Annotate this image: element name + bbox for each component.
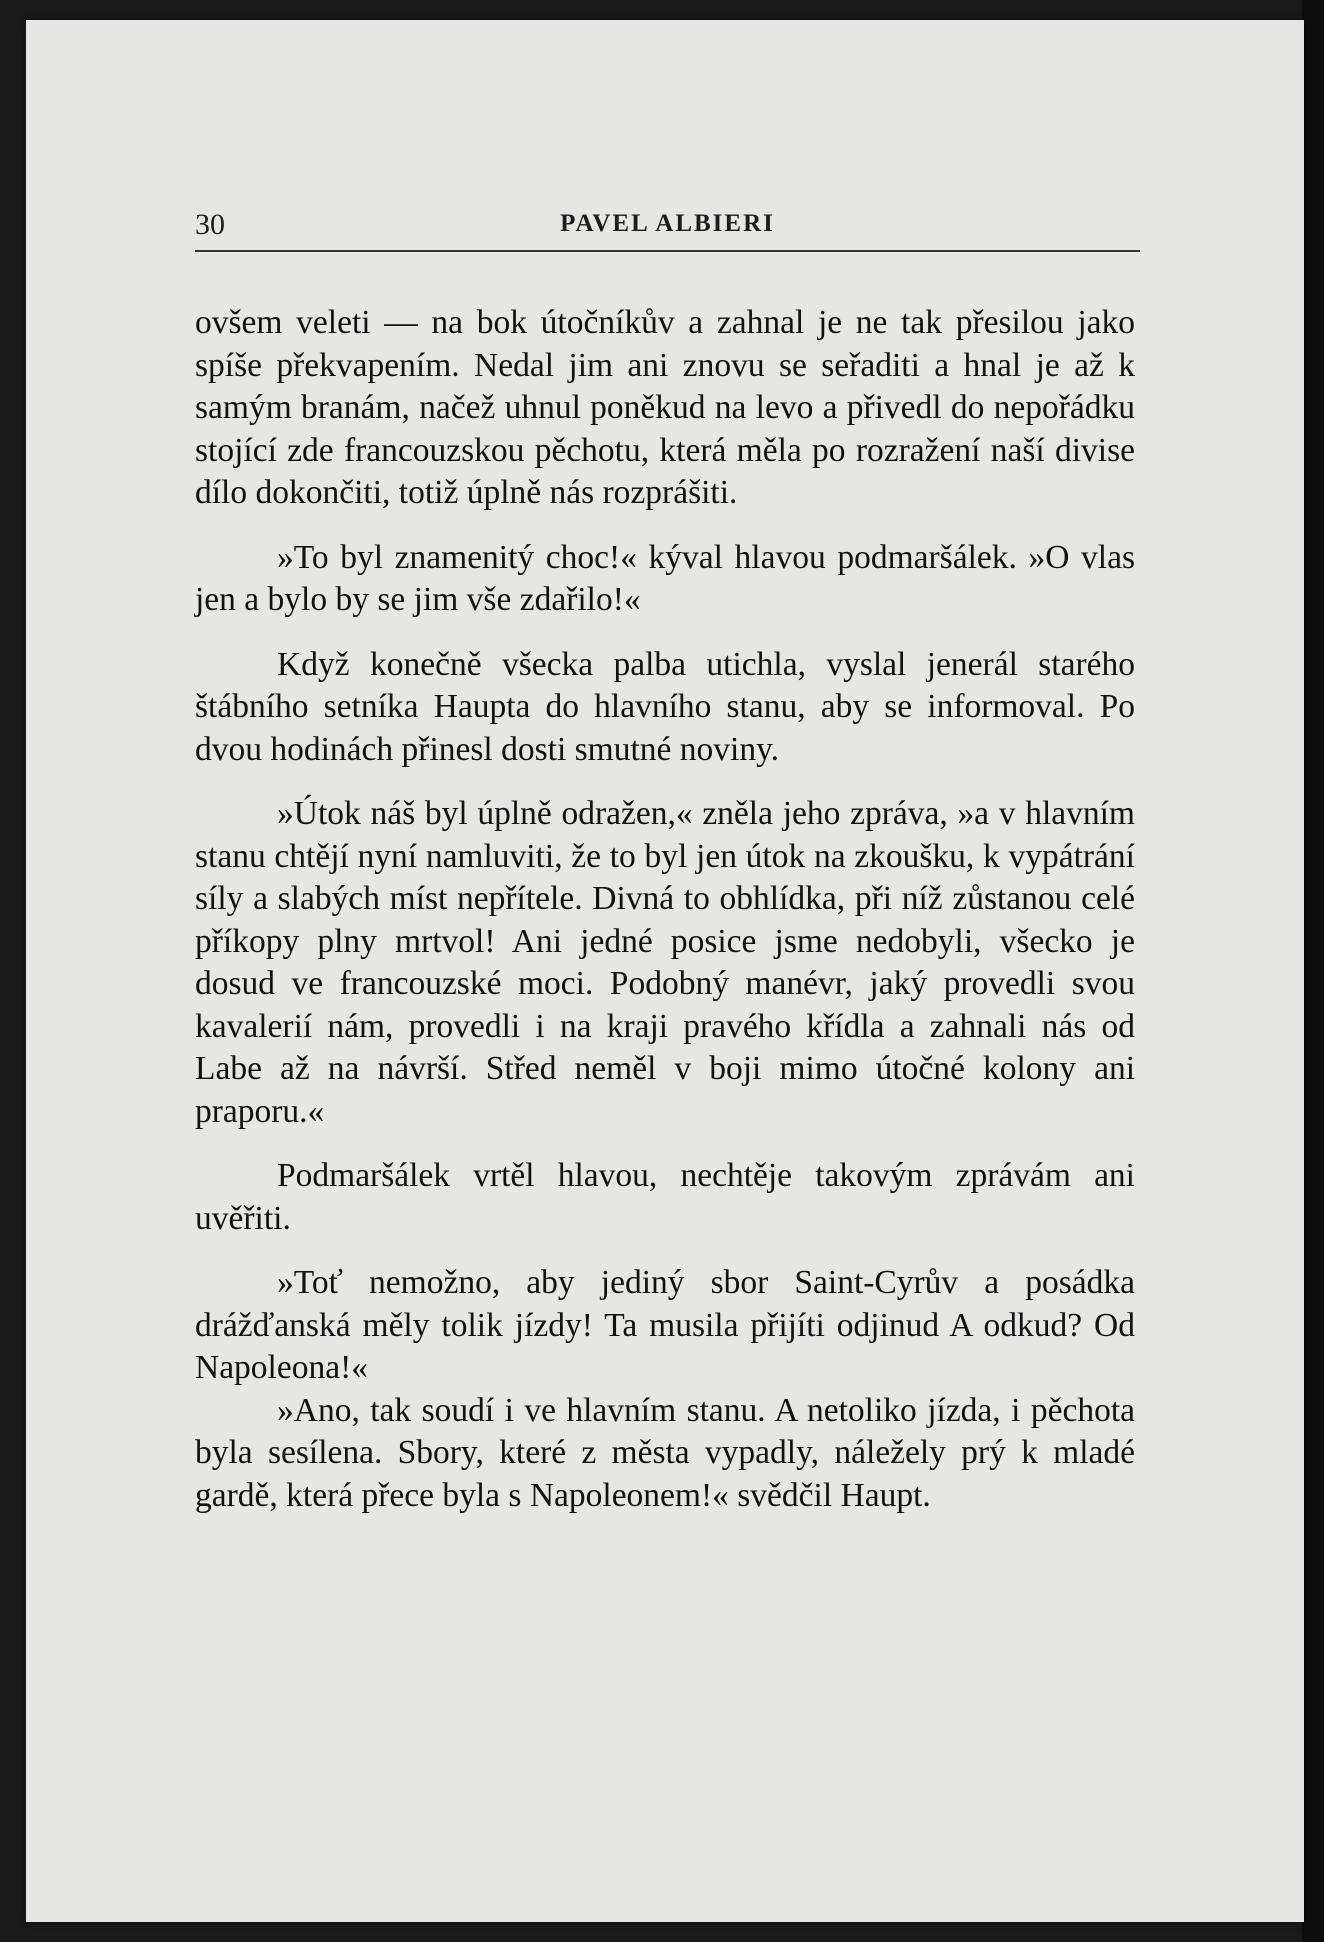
paragraph: »Útok náš byl úplně odražen,« zněla jeho zpráva, »a v hlavním stanu chtějí nyní namluviti, že to byl jen útok na zkoušku, k vypátrání síly a slabých míst nepřítele. Divná to obhlídka, při níž zůstanou celé příkopy plny mrtvol! Ani jedné posice jsme nedobyli, všecko je dosud ve francouzské moci. Podobný manévr, jaký provedli svou kavalerií nám, provedli i na kraji pravého křídla a zahnali nás od Labe až na návrší. Střed neměl v boji mimo útočné kolony ani praporu.« (195, 795, 1135, 1130)
page-header (195, 202, 1140, 252)
paragraph: »Toť nemožno, aby jediný sbor Saint-Cyrův a posádka drážďanská měly tolik jízdy! Ta musila přijíti odjinud A odkud? Od Napoleona!« (195, 1264, 1135, 1386)
paragraph: »To byl znamenitý choc!« kýval hlavou podmaršálek. »O vlas jen a bylo by se jim vše zdařilo!« (195, 538, 1135, 618)
paragraph: Když konečně všecka palba utichla, vyslal jenerál starého štábního setníka Haupta do hlavního stanu, aby se informoval. Po dvou hodinách přinesl dosti smutné noviny. (195, 645, 1135, 768)
book-spine-shadow (1302, 0, 1324, 1942)
paragraph: Podmaršálek vrtěl hlavou, nechtěje takovým zprávám ani uvěřiti. (195, 1157, 1135, 1237)
paragraph: ovšem veleti — na bok útočníkův a zahnal je ne tak přesilou jako spíše překvapením. Nedal jim ani znovu se seřaditi a hnal je až k samým branám, načež uhnul poněkud na levo a přivedl do nepořádku stojící zde francouzskou pěchotu, která měla po rozražení naší divise dílo dokončiti, totiž úplně nás rozprášiti. (195, 304, 1135, 511)
body-text (195, 302, 1135, 1539)
page-number: 30 (195, 208, 225, 241)
running-head: PAVEL ALBIERI (560, 210, 775, 237)
paragraph: »Ano, tak soudí i ve hlavním stanu. A netoliko jízda, i pěchota byla sesílena. Sbory, které z města vypadly, náležely prý k mladé gardě, která přece byla s Napoleonem!« svědčil Haupt. (195, 1391, 1135, 1514)
